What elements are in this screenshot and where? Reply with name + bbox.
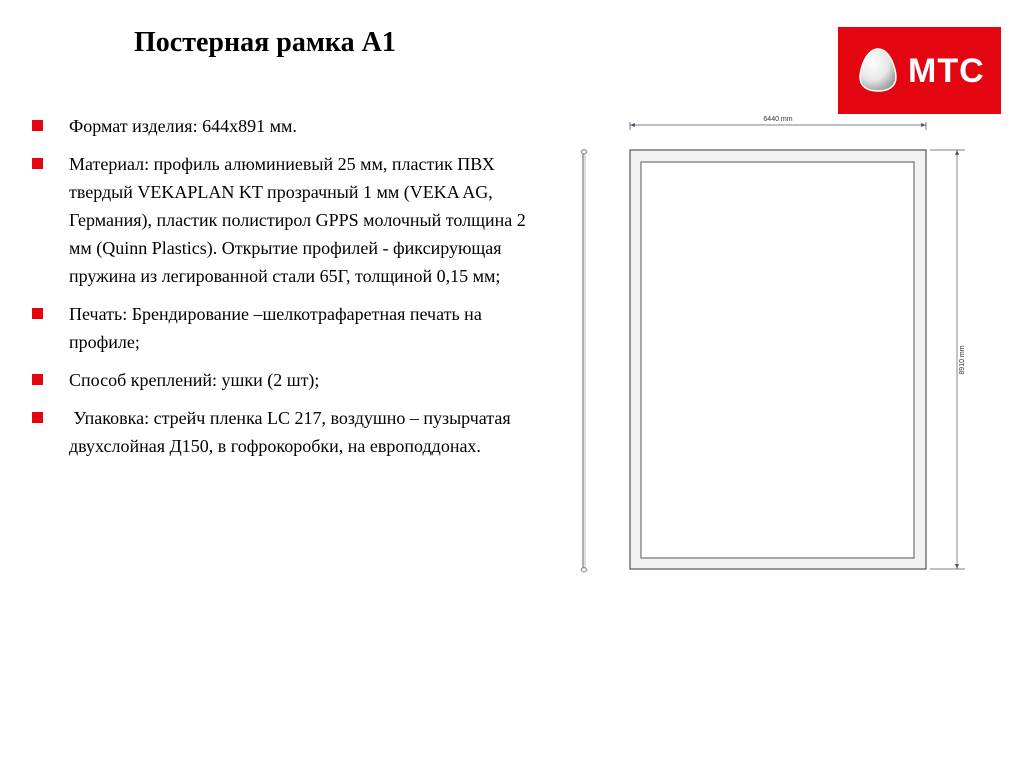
width-label: 6440 mm	[763, 116, 793, 123]
side-profile	[581, 150, 587, 573]
bullet-print	[32, 300, 527, 356]
height-label: 8910 mm	[959, 345, 966, 375]
mts-logo	[838, 27, 1001, 114]
bullet-text: Формат изделия: 644х891 мм.	[69, 116, 297, 136]
bullet-square-icon	[32, 308, 43, 319]
bullet-packaging	[32, 404, 527, 460]
bullet-text: Упаковка: стрейч пленка LC 217, воздушно – пузырчатая двухслойная Д150, в гофрокоробки, на европоддонах.	[69, 408, 516, 456]
bullet-text: Способ креплений: ушки (2 шт);	[69, 370, 320, 390]
bullet-format	[32, 112, 527, 140]
bullet-text: Материал: профиль алюминиевый 25 мм, пластик ПВХ твердый VEKAPLAN KT прозрачный 1 мм (VEKA AG, Германия), пластик полистирол GPPS молочный толщина 2 мм (Quinn Plastics). Открытие профилей - фиксирующая пружина из легированной стали 65Г, толщиной 0,15 мм;	[69, 154, 526, 286]
bullet-list	[32, 112, 527, 470]
bullet-square-icon	[32, 158, 43, 169]
bullet-text: Печать: Брендирование –шелкотрафаретная печать на профиле;	[69, 304, 482, 352]
bullet-material	[32, 150, 527, 290]
frame-inner	[641, 162, 914, 558]
frame-drawing	[575, 110, 975, 580]
bullet-square-icon	[32, 120, 43, 131]
bullet-square-icon	[32, 374, 43, 385]
egg-icon	[858, 47, 898, 93]
page-title: Постерная рамка А1	[134, 27, 396, 58]
height-dimension	[930, 150, 966, 569]
width-dimension	[630, 116, 926, 130]
bullet-mounting	[32, 366, 527, 394]
bullet-square-icon	[32, 412, 43, 423]
logo-text: МТС	[908, 52, 985, 90]
